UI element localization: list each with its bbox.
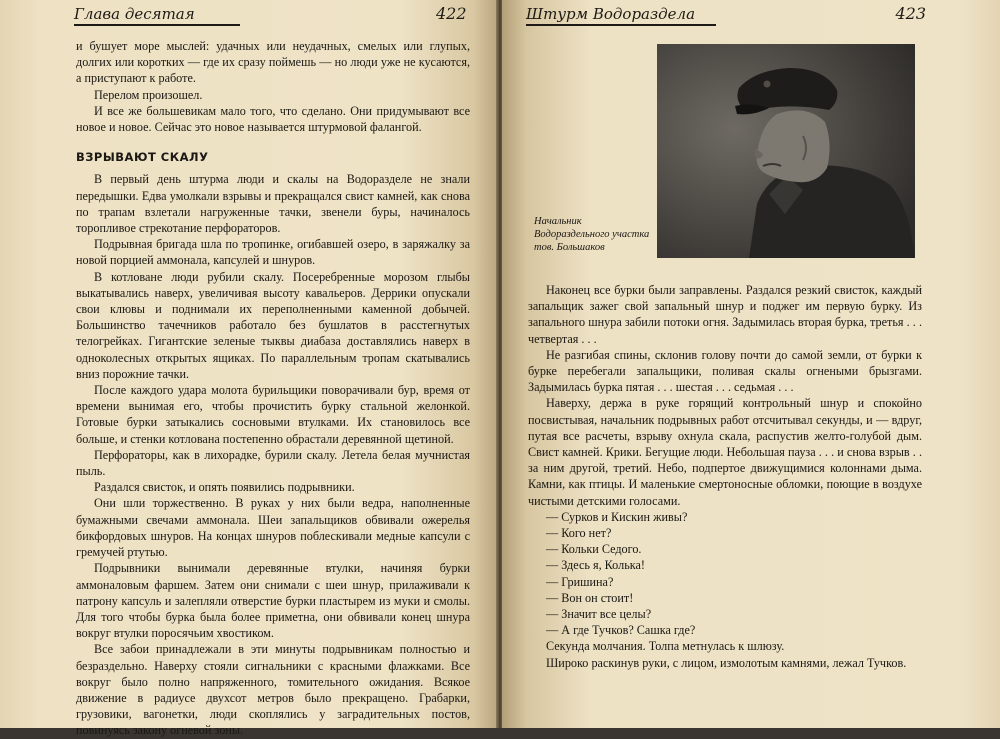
portrait-photo [657, 44, 915, 258]
dialogue-line: — Здесь я, Колька! [546, 558, 645, 573]
paragraph: Раздался свисток, и опять появились подрывники. [94, 480, 355, 495]
left-body-text [76, 38, 470, 739]
paragraph: И все же большевикам мало того, что сделано. Они придумывают все новое и новое. Сейчас это новое называется штурмовой фалангой. [76, 103, 470, 135]
dialogue-line: — Вон он стоит! [546, 590, 634, 605]
dialogue-line: — Кого нет? [546, 526, 612, 541]
photo-caption: Начальник Водораздельного участка тов. Большаков [534, 216, 650, 253]
paragraph: В первый день штурма люди и скалы на Водоразделе не знали передышки. Едва умолкали взрывы и прекращался свист камней, как снова по трапам взлетали нагруженные тачки, звенели буры, начиналось торопливое стрекотание перфораторов. [76, 172, 470, 236]
paragraph: Не разгибая спины, склонив голову почти до самой земли, от бурки к бурке перебегали запальщики, поливая скалы огнеными брызгами. Задымилась бурка пятая . . . шестая . . . седьмая . . . [528, 347, 922, 395]
paragraph: Все забои принадлежали в эти минуты подрывникам полностью и безраздельно. Наверху стояли сигнальники с красными флажками. Все вокруг было полно напряженного, томительного ожидания. Всякое движение в радиусе двухсот метров было прекращено. Грабарки, грузовики, вагонетки, люди скоплялись у заградительных постов, повинуясь закону огневой зоны. [76, 642, 470, 738]
running-header [526, 3, 926, 25]
dialogue-line: — Значит все целы? [546, 607, 652, 622]
paragraph: Широко раскинув руки, с лицом, измолотым камнями, лежал Тучков. [546, 655, 907, 670]
paragraph: В котловане люди рубили скалу. Посеребренные морозом глыбы выкатывались наверх, увеличивая высоту кавальеров. Деррики опускали свои клювы и поднимали их переполненными каменной добычей. Большинство тачечников работало без бушлатов в расстегнутых телогрейках. Гигантские зеленые тыквы диабаза доставлялись наверх в одноколесных открытых ящиках. По параллельным тропам скатывались вниз порожние тачки. [76, 269, 470, 381]
running-header [74, 3, 472, 25]
paragraph: Наверху, держа в руке горящий контрольный шнур и спокойно посвистывая, начальник подрывных работ отсчитывал секунды, и — вдруг, путая все расчеты, взрыву охнула скала, распустив желто-голубой дым. Свист камней. Крики. Бегущие люди. Небольшая пауза . . . и снова взрыв . . за ним другой, третий. Небо, подпертое движущимися колоннами дыма. Камни, как птицы. И маленькие смертоносные обломки, поющие в воздухе чистыми детскими голосами. [528, 396, 922, 508]
paragraph: Перелом произошел. [94, 87, 203, 102]
paragraph: Наконец все бурки были заправлены. Раздался резкий свисток, каждый запальщик зажег свой запальный шнур и поджег им первую бурку. Из запального шнура забили потоки огня. Задымилась вторая бурка, третья . . . четвертая . . . [528, 283, 922, 346]
paragraph: Секунда молчания. Толпа метнулась к шлюзу. [546, 639, 785, 654]
paragraph: Они шли торжественно. В руках у них были ведра, наполненные бумажными свечами аммонала. Шеи запальщиков обвивали ожерелья бикфордовых шнуров. На концах шнуров поблескивали медные капсули с гремучей ртутью. [76, 496, 470, 560]
section-heading: ВЗРЫВАЮТ СКАЛУ [76, 150, 209, 165]
left-page [0, 0, 498, 738]
running-title: Глава десятая [74, 5, 195, 23]
header-rule [74, 24, 240, 26]
running-title: Штурм Водораздела [526, 5, 696, 23]
paragraph: Подрывники вынимали деревянные втулки, начиняя бурки аммоналовым фаршем. Затем они снимали с шеи шнур, прилаживали к патрону капсуль и залепляли отверстие бурки пластырем из муки и смолы. Для того чтобы бурка была более приметна, они обвивали конец шнура вокруг втулки поросячьим хвостиком. [76, 561, 470, 641]
dialogue-line: — Кольки Седого. [546, 542, 642, 557]
right-body-text [528, 282, 922, 671]
paragraph: Перфораторы, как в лихорадке, бурили скалу. Летела белая мучнистая пыль. [76, 447, 470, 479]
header-rule [526, 24, 716, 26]
dialogue-line: — Сурков и Кискин живы? [546, 509, 688, 524]
portrait-illustration [657, 44, 915, 258]
page-number: 423 [895, 4, 926, 23]
paragraph: После каждого удара молота бурильщики поворачивали бур, время от времени вынимая его, чтобы прочистить бурку стальной желонкой. Готовые бурки затыкались сосновыми втулками. Их становилось все больше, и стенки котлована постепенно обрастали деревянной щетиной. [76, 383, 470, 446]
paragraph: и бушует море мыслей: удачных или неудачных, смелых или глупых, долгих или коротких — где их сразу поймешь — но люди уже не кусаются, а приступают к работе. [76, 39, 470, 86]
dialogue-line: — А где Тучков? Сашка где? [546, 623, 696, 638]
page-number: 422 [436, 4, 467, 23]
dialogue-line: — Гришина? [546, 574, 614, 589]
right-page [502, 0, 1000, 728]
paragraph: Подрывная бригада шла по тропинке, огибавшей озеро, в заряжалку за новой порцией аммонала, капсулей и шнуров. [76, 237, 470, 268]
